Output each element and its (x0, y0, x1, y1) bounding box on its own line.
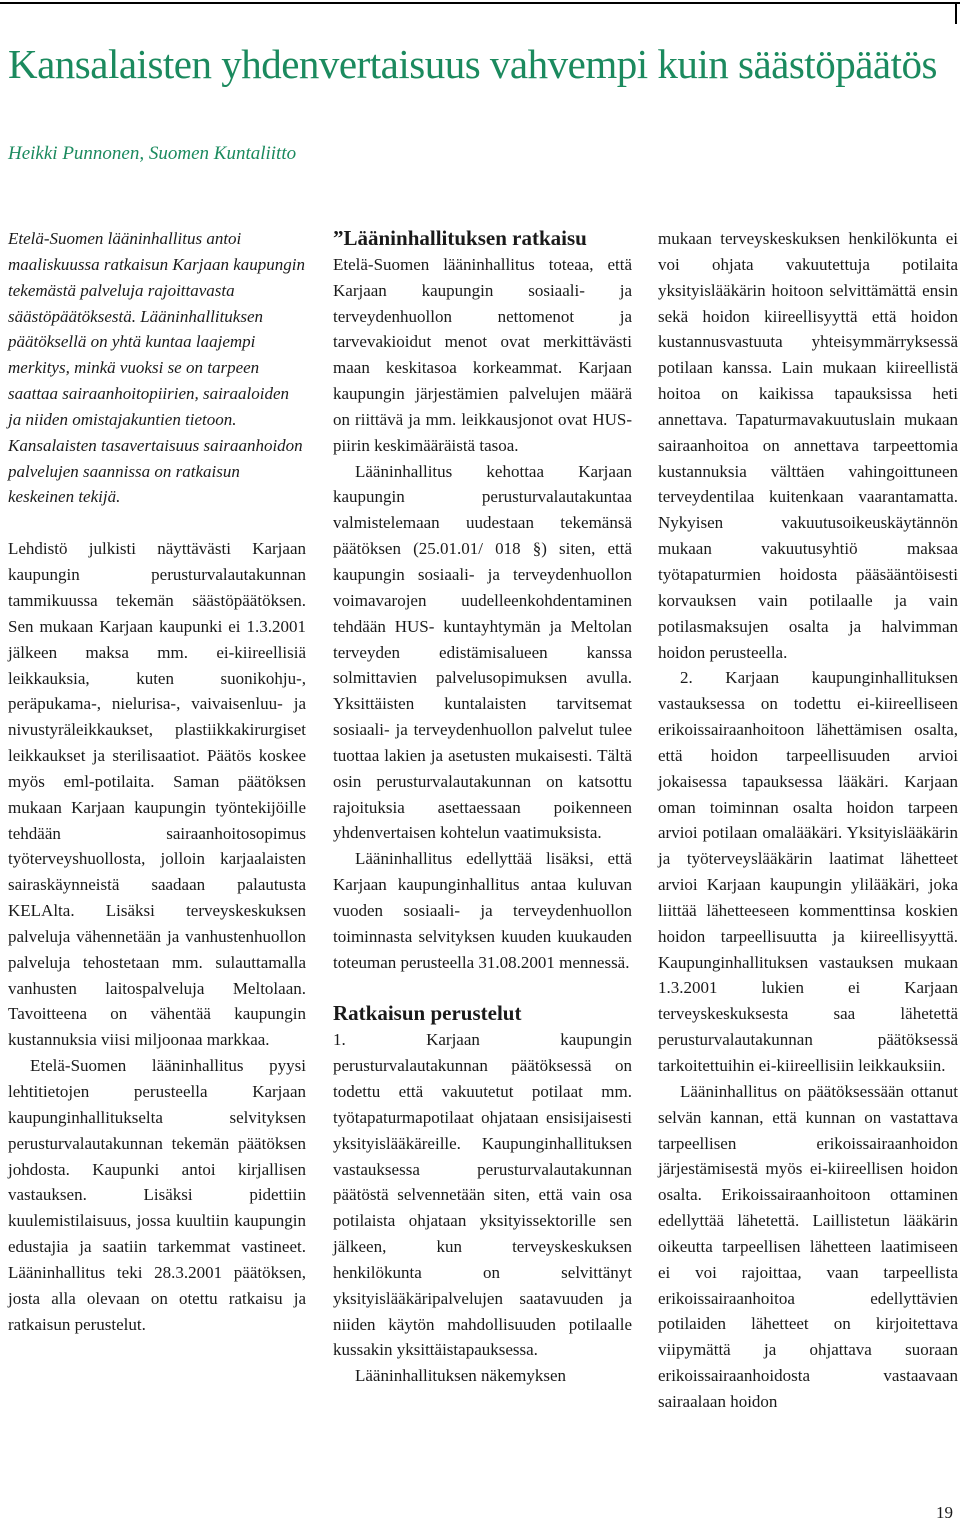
corner-rule (955, 2, 957, 24)
ratkaisu-paragraph-1: Etelä-Suomen lääninhallitus toteaa, että Karjaan kaupungin sosiaali- ja terveydenhuollon nettomenot ja tarvevakioidut menot ovat merkittävästi maan keskitasoa korkeammat. Karjaan kaupungin järjestämien palvelujen määrä on riittävä ja mm. leikkausjonot ovat HUS-piirin keskimääräistä tasoa. (333, 254, 632, 455)
column-2 (333, 226, 632, 1389)
page-number: 19 (936, 1503, 953, 1522)
perustelut-paragraph-2-start: Lääninhallituksen näkemyksen (355, 1366, 567, 1386)
perustelut-paragraph-4: Lääninhallitus on päätöksessään ottanut selvän kannan, että kunnan on vastattava tarpeellisen erikoissairaanhoidon järjestämisestä myös ei-kiireellisen hoidon osalta. Erikoissairaanhoitoon ottaminen edellyttää lähetettä. Laillistetun lääkärin oikeutta tarpeellisen lähetteen laatimiseen ei voi rajoittaa, vaan tarpeellista erikoissairaanhoitoa edellyttävien potilaiden lähetteet on kirjoitettava viipymättä ja ohjattava suoraan erikoissairaanhoidosta vastaavaan sairaalaan hoidon (658, 1081, 958, 1411)
section-heading-ratkaisu: ”Lääninhallituksen ratkaisu (333, 226, 587, 250)
column-1 (8, 226, 306, 1337)
article-title: Kansalaisten yhdenvertaisuus vahvempi kuin säästöpäätös (8, 41, 937, 87)
article-byline: Heikki Punnonen, Suomen Kuntaliitto (8, 143, 297, 164)
lead-spacer (8, 510, 306, 536)
perustelut-paragraph-1: 1. Karjaan kaupungin perusturvalautakunnan päätöksessä on todettu että vakuutetut potilaat mm. työtapaturmapotilaat ohjataan ensisijaisesti yksityislääkäreille. Kaupunginhallituksen vastauksessa perusturvalautakunnan päätöstä selvennetään siten, että vain osa potilaista ohjataan yksityissektorille sen jälkeen, kun terveyskeskuksen henkilökunta on selvittänyt yksityislääkäripalvelujen saatavuuden ja niiden käytön mahdollisuuden potilaalle kussakin yksittäistapauksessa. (333, 1030, 632, 1360)
ratkaisu-paragraph-2: Lääninhallitus kehottaa Karjaan kaupungin perusturvalautakuntaa valmistelemaan uudestaan tekemänsä päätöksen (25.01.01/ 018 §) siten, että kaupungin sosiaali- ja terveydenhuollon voimavarojen uudelleenkohdentaminen tehdään HUS- kuntayhtymän ja Meltolan terveyden edistämisalueen kanssa solmittavien palvelusopimuksen avulla. Yksittäisten kuntalaisten tarvitsemat sosiaali- ja terveydenhuollon palvelut tulee tuottaa lakien ja asetusten mukaisesti. Tältä osin perusturvalautakunnan on katsottu rajoituksia asettaessaan poikenneen yhdenvertaisen kohtelun vaatimuksista. (333, 461, 632, 843)
section-heading-perustelut: Ratkaisun perustelut (333, 1001, 522, 1026)
perustelut-paragraph-2-continued: mukaan terveyskeskuksen henkilökunta ei voi ohjata vakuutettuja potilaita yksityislääkärin hoitoon selvittämättä ensin sekä hoidon kiireellisyyttä että hoidon kustannusvastuuta yhteisymmärryksessä potilaan kanssa. Lain mukaan kiireellistä hoitoa on kaikissa tapauksissa heti annettava. Tapaturmavakuutuslain mukaan sairaanhoitoa on annettava tarpeettomia kustannuksia välttäen vahingoittuneen terveydentilaa kuitenkaan vaarantamatta. Nykyisen vakuutusoikeuskäytännön mukaan vakuutusyhtiö maksaa työtapaturmien hoidosta pääsääntöisesti korvauksen vain potilaalle ja vain potilasmaksujen osalta ja halvimman hoidon perusteella. (658, 229, 958, 662)
article-lead: Etelä-Suomen lääninhallitus antoi maaliskuussa ratkaisun Karjaan kaupungin tekemästä palveluja rajoittavasta säästöpäätöksestä. Lääninhallituksen päätöksellä on yhtä kuntaa laajempi merkitys, minkä vuoksi se on tarpeen saattaa sairaanhoitopiirien, sairaaloiden ja niiden omistajakuntien tietoon. Kansalaisten tasavertaisuus sairaanhoidon palvelujen saannissa on ratkaisun keskeinen tekijä. (8, 229, 306, 507)
body-paragraph-1: Lehdistö julkisti näyttävästi Karjaan kaupungin perusturvalautakunnan tammikuussa tekemän säästöpäätöksen. Sen mukaan Karjaan kaupunki ei 1.3.2001 jälkeen maksa mm. ei-kiireellisiä leikkauksia, kuten suonikohju-, peräpukama-, nielurisa-, vaivaisenluu- ja nivustyräleikkaukset, plastiikkakirurgiset leikkaukset ja sterilisaatiot. Päätös koskee myös eml-potilaita. Saman päätöksen mukaan Karjaan kaupungin työntekijöille tehdään sairaanhoitosopimus työterveyshuollosta, jolloin karjaalaisten sairaskäynneistä saadaan palautusta KELAlta. Lisäksi terveyskeskuksen palveluja vähennetään ja vanhustenhuollon palveluja tehostetaan mm. sulauttamalla vanhusten laitospalveluja Meltolaan. Tavoitteena on vähentää kaupungin kustannuksia viisi miljoonaa markkaa. (8, 539, 306, 1050)
top-rule (0, 2, 960, 4)
perustelut-paragraph-3: 2. Karjaan kaupunginhallituksen vastauksessa on todettu ei-kiireelliseen erikoissairaanhoitoon lähettämisen osalta, että hoidon tarpeellisuuden arvioi jokaisessa tapauksessa lääkäri. Karjaan oman toiminnan osalta hoidon tarpeen arvioi potilaan omalääkäri. Yksityislääkärin ja työterveyslääkärin laatimat lähetteet arvioi Karjaan kaupungin ylilääkäri, joka liittää lähetteeseen kommenttinsa koskien hoidon tarpeellisuutta ja kiireellisyyttä. Kaupunginhallituksen vastauksen mukaan 1.3.2001 lukien ei Karjaan terveyskeskuksesta saa lähetettä perusturvalautakunnan päätöksessä tarkoitettuihin ei-kiireellisiin leikkauksiin. (658, 668, 958, 1075)
body-paragraph-2: Etelä-Suomen lääninhallitus pyysi lehtitietojen perusteella Karjaan kaupunginhallitukselta selvityksen perusturvalautakunnan tekemän päätöksen johdosta. Kaupunki antoi kirjallisen vastauksen. Lisäksi pidettiin kuulemistilaisuus, jossa kuultiin kaupungin edustajia ja saatiin tarkemmat vastineet. Lääninhallitus teki 28.3.2001 päätöksen, josta alla olevaan on otettu ratkaisu ja ratkaisun perustelut. (8, 1056, 306, 1334)
column-3 (658, 226, 958, 1415)
ratkaisu-paragraph-3: Lääninhallitus edellyttää lisäksi, että Karjaan kaupunginhallitus antaa kuluvan vuoden sosiaali- ja terveydenhuollon toiminnasta selvityksen kuuden kuukauden toteuman perusteella 31.08.2001 mennessä. (333, 849, 632, 972)
